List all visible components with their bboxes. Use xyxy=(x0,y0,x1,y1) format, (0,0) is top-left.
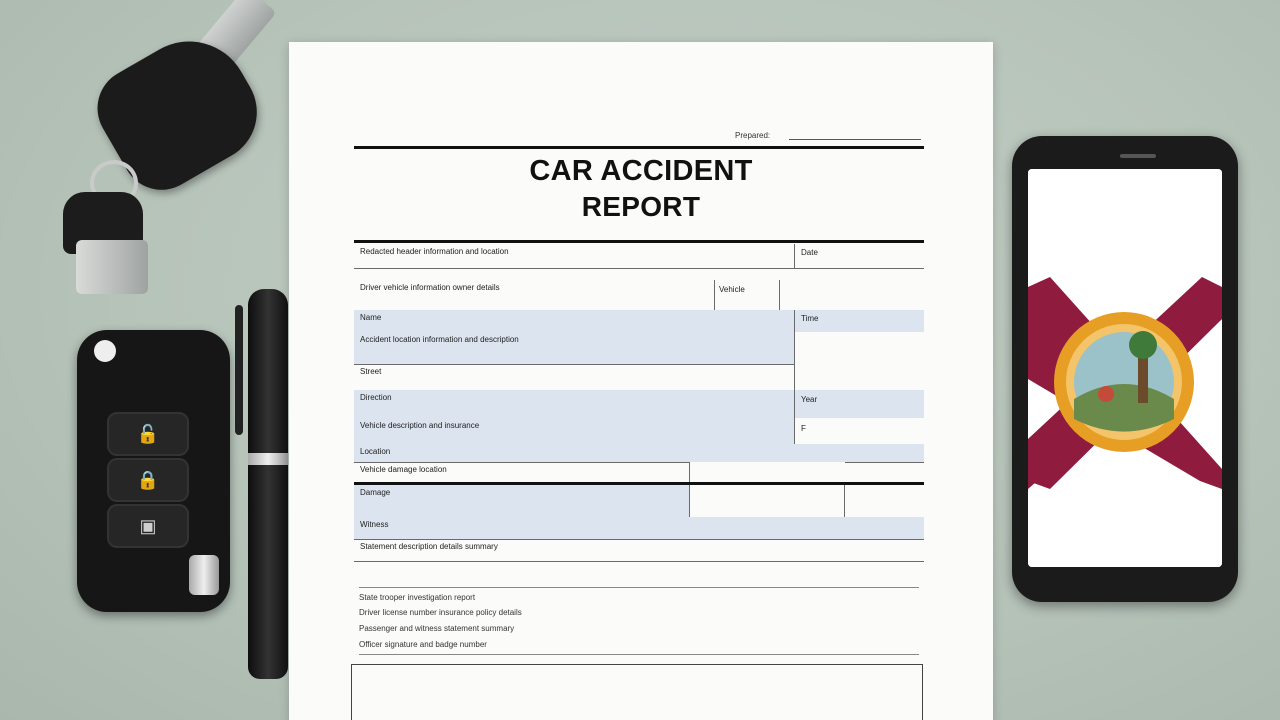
form-cell xyxy=(794,390,925,418)
seal-figure xyxy=(1098,386,1114,402)
bullet-item: Passenger and witness statement summary xyxy=(359,624,515,633)
bullet-item: Driver license number insurance policy details xyxy=(359,608,522,617)
report-title-line1: CAR ACCIDENT xyxy=(529,155,753,187)
form-row-label: Name xyxy=(360,313,382,322)
florida-flag-icon xyxy=(1028,169,1222,567)
accident-report-paper xyxy=(289,42,993,720)
phone-screen xyxy=(1028,169,1222,567)
seal-palm-leaves xyxy=(1129,331,1157,359)
form-row xyxy=(354,310,924,333)
form-row-label: Vehicle damage location xyxy=(360,465,447,474)
form-cell xyxy=(794,244,925,268)
report-title-line2: REPORT xyxy=(581,191,701,222)
form-row xyxy=(354,390,924,419)
form-row xyxy=(354,332,924,365)
prepared-line xyxy=(789,139,921,140)
form-row-label: Vehicle description and insurance xyxy=(360,421,480,430)
pen-band xyxy=(248,453,288,465)
form-cell xyxy=(794,332,925,364)
pen-clip xyxy=(235,305,243,435)
form-row-label: Statement description details summary xyxy=(360,542,498,551)
lock-button-icon: 🔒 xyxy=(107,458,189,502)
form-cell xyxy=(794,364,925,390)
top-rule xyxy=(354,146,924,149)
form-cell-label: Vehicle xyxy=(719,285,745,294)
remote-led xyxy=(94,340,116,362)
form-row-label: Redacted header information and location xyxy=(360,247,509,256)
phone-speaker xyxy=(1120,154,1156,158)
form-cell xyxy=(794,310,925,332)
form-row xyxy=(354,485,924,518)
bullet-item: Officer signature and badge number xyxy=(359,640,487,649)
form-row xyxy=(354,418,924,445)
form-cell xyxy=(844,485,925,517)
form-cell xyxy=(794,418,925,444)
form-row xyxy=(354,280,924,311)
form-cell xyxy=(779,280,925,310)
form-row-label: Location xyxy=(360,447,391,456)
remote-metal-ring xyxy=(189,555,219,595)
form-cell-label: F xyxy=(801,424,806,433)
form-cell-label: Date xyxy=(801,248,818,257)
car-remote xyxy=(77,330,230,612)
form-row-label: Accident location information and description xyxy=(360,335,519,344)
pen xyxy=(248,289,288,679)
form-row xyxy=(354,244,924,269)
form-cell xyxy=(689,485,845,517)
key-tag-metal xyxy=(76,240,148,294)
form-row xyxy=(354,462,924,483)
form-top-rule xyxy=(354,240,924,243)
bullet-line xyxy=(359,587,919,588)
form-row-label: Damage xyxy=(360,488,391,497)
form-cell xyxy=(689,462,845,482)
form-cell-label: Time xyxy=(801,314,819,323)
form-row-label: Witness xyxy=(360,520,389,529)
signature-table xyxy=(351,664,923,720)
form-row xyxy=(354,539,924,562)
smartphone xyxy=(1012,136,1238,602)
form-row xyxy=(354,517,924,540)
unlock-button-icon: 🔓 xyxy=(107,412,189,456)
form-row-label: Driver vehicle information owner details xyxy=(360,283,500,292)
bullet-item: State trooper investigation report xyxy=(359,593,476,602)
form-cell-label: Year xyxy=(801,395,818,404)
prepared-label: Prepared: xyxy=(735,131,771,140)
form-row-label: Direction xyxy=(360,393,392,402)
trunk-button-icon: ▣ xyxy=(107,504,189,548)
form-row xyxy=(354,444,924,463)
form-row xyxy=(354,364,924,391)
form-cell xyxy=(714,280,755,310)
form-row-label: Street xyxy=(360,367,382,376)
bullet-line xyxy=(359,654,919,655)
